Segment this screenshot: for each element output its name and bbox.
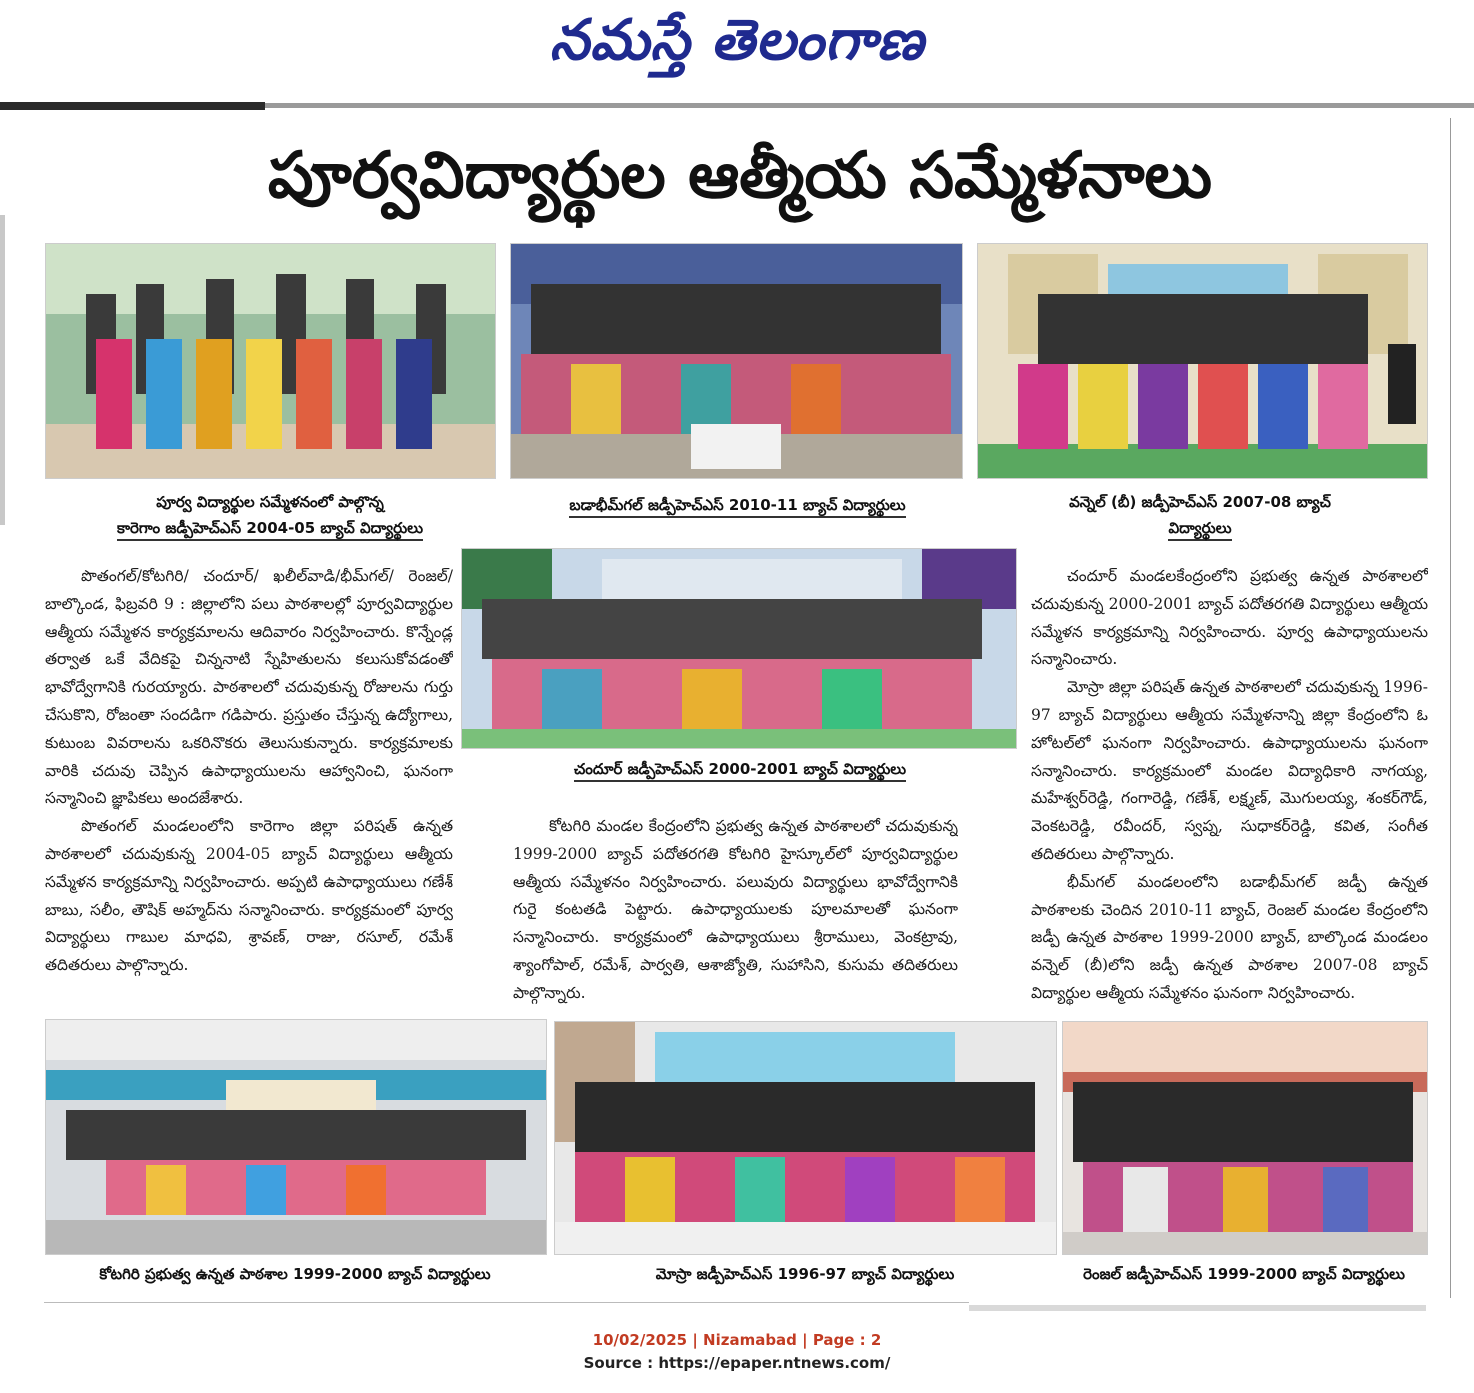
caption-line: బడాభీమ్‌గల్ జడ్పీహెచ్‌ఎస్ 2010-11 బ్యాచ్ విద్యార్థులు	[569, 496, 905, 518]
bottom-rule-shade	[969, 1305, 1426, 1311]
caption-photo-1	[70, 489, 470, 541]
article-right-column	[1031, 563, 1428, 1011]
photo-chandur-batch	[461, 548, 1017, 749]
masthead-rule-dark	[0, 102, 265, 110]
caption-line: చందూర్ జడ్పీహెచ్‌ఎస్ 2000-2001 బ్యాచ్ విద్యార్థులు	[574, 760, 906, 782]
photo-karegam-batch	[45, 243, 496, 479]
photo-renjal-batch	[1062, 1021, 1428, 1255]
caption-line: కోటగిరి ప్రభుత్వ ఉన్నత పాఠశాల 1999-2000 బ్యాచ్ విద్యార్థులు	[99, 1265, 491, 1283]
column-border	[1450, 118, 1451, 1298]
article-left-column	[45, 563, 453, 1011]
caption-photo-6	[560, 1261, 1050, 1287]
adjacent-page-strip	[0, 215, 5, 525]
photo-vannel-batch	[977, 243, 1428, 479]
caption-line: మోస్రా జడ్పీహెచ్‌ఎస్ 1996-97 బ్యాచ్ విద్యార్థులు	[655, 1265, 955, 1283]
article-paragraph: మోస్రా జిల్లా పరిషత్ ఉన్నత పాఠశాలలో చదువుకున్న 1996-97 బ్యాచ్ విద్యార్థులు ఆత్మీయ సమ్మేళనాన్ని జిల్లా కేంద్రంలోని ఓ హోటల్‌లో ఘనంగా నిర్వహించారు. ఉపాధ్యాయులను ఘనంగా సన్మానించారు. కార్యక్రమంలో మండల విద్యాధికారి నాగయ్య, మహేశ్వర్‌రెడ్డి, గంగారెడ్డి, గణేశ్, లక్ష్మణ్, మొగులయ్య, శంకర్‌గౌడ్, వెంకటరెడ్డి, రవీందర్, స్వప్న, సుధాకర్‌రెడ్డి, కవిత, సంగీత తదితరులు పాల్గొన్నారు.	[1031, 678, 1428, 863]
article-paragraph: చందూర్ మండలకేంద్రంలోని ప్రభుత్వ ఉన్నత పాఠశాలలో చదువుకున్న 2000-2001 బ్యాచ్ పదోతరగతి విద్యార్థులు ఆత్మీయ సమ్మేళన కార్యక్రమాన్ని నిర్వహించారు. పూర్వ ఉపాధ్యాయులను సన్మానించారు.	[1031, 567, 1428, 669]
article-paragraph: పొతంగల్/కోటగిరి/ చందూర్/ ఖలీల్‌వాడి/భీమ్‌గల్/ రెంజల్/బాల్కొండ, ఫిబ్రవరి 9 : జిల్లాలోని పలు పాఠశాలల్లో పూర్వవిద్యార్థుల ఆత్మీయ సమ్మేళన కార్యక్రమాలను ఆదివారం నిర్వహించారు. కొన్నేండ్ల తర్వాత ఒకే వేదికపై చిన్ననాటి స్నేహితులను కలుసుకోవడంతో భావోద్వేగానికి గురయ్యారు. పాఠశాలలో చదువుకున్న రోజులను గుర్తు చేసుకొని, రోజంతా సందడిగా గడిపారు. ప్రస్తుతం చేస్తున్న ఉద్యోగాలు, కుటుంబ వివరాలను ఒకరినొకరు తెలుసుకున్నారు. కార్యక్రమాలకు వారికి చదువు చెప్పిన ఉపాధ్యాయులను ఆహ్వానించి, ఘనంగా సన్మానించి జ్ఞాపికలు అందజేశారు.	[45, 567, 453, 808]
caption-line: కారెగాం జడ్పీహెచ్‌ఎస్ 2004-05 బ్యాచ్ విద్యార్థులు	[117, 519, 423, 541]
newspaper-logo: నమస్తే తెలంగాణ	[549, 8, 925, 73]
caption-photo-5	[50, 1261, 540, 1287]
caption-line: వన్నెల్ (బీ) జడ్పీహెచ్‌ఎస్ 2007-08 బ్యాచ్	[1069, 493, 1331, 511]
bottom-rule	[44, 1302, 969, 1303]
photo-badabheemgal-batch	[510, 243, 963, 479]
source-link[interactable]: Source : https://epaper.ntnews.com/	[583, 1354, 891, 1372]
caption-line: పూర్వ విద్యార్థుల సమ్మేళనంలో పాల్గొన్న	[156, 493, 384, 511]
page-footer	[0, 1329, 1474, 1375]
masthead-rule	[265, 103, 1474, 108]
caption-line: విద్యార్థులు	[1168, 519, 1231, 541]
caption-line: రెంజల్ జడ్పీహెచ్‌ఎస్ 1999-2000 బ్యాచ్ విద్యార్థులు	[1083, 1265, 1405, 1283]
photo-mosra-batch	[554, 1021, 1057, 1255]
masthead	[0, 0, 1474, 100]
article-paragraph: భీమ్‌గల్ మండలంలోని బడాభీమ్‌గల్ జడ్పీ ఉన్నత పాఠశాలకు చెందిన 2010-11 బ్యాచ్, రెంజల్ మండల కేంద్రంలోని జడ్పీ ఉన్నత పాఠశాల 1999-2000 బ్యాచ్, బాల్కొండ మండలం వన్నెల్ (బీ)లోని జడ్పీ ఉన్నత పాఠశాల 2007-08 బ్యాచ్ విద్యార్థుల ఆత్మీయ సమ్మేళనం ఘనంగా నిర్వహించారు.	[1031, 872, 1428, 1002]
article-middle-column	[513, 813, 958, 1009]
page-headline: పూర్వవిద్యార్థుల ఆత్మీయ సమ్మేళనాలు	[267, 139, 1213, 213]
edition-date-line: 10/02/2025 | Nizamabad | Page : 2	[592, 1331, 882, 1349]
caption-photo-2	[515, 492, 960, 518]
caption-photo-3	[990, 489, 1410, 541]
article-paragraph: కోటగిరి మండల కేంద్రంలోని ప్రభుత్వ ఉన్నత పాఠశాలలో చదువుకున్న 1999-2000 బ్యాచ్ పదోతరగతి కోటగిరి హైస్కూల్‌లో పూర్వవిద్యార్థుల ఆత్మీయ సమ్మేళనం నిర్వహించారు. పలువురు విద్యార్థులు భావోద్వేగానికి గురై కంటతడి పెట్టారు. ఉపాధ్యాయులకు పూలమాలతో ఘనంగా సన్మానించారు. కార్యక్రమంలో ఉపాధ్యాయులు శ్రీరాములు, వెంకట్రావు, శ్యాంగోపాల్, రమేశ్, పార్వతి, ఆశాజ్యోతి, సుహాసిని, కుసుమ తదితరులు పాల్గొన్నారు.	[513, 817, 958, 1002]
caption-photo-7	[1062, 1261, 1426, 1287]
caption-photo-4	[470, 756, 1010, 782]
photo-kotagiri-batch	[45, 1019, 547, 1255]
article-paragraph: పొతంగల్ మండలంలోని కారెగాం జిల్లా పరిషత్ ఉన్నత పాఠశాలలో చదువుకున్న 2004-05 బ్యాచ్ విద్యార్థులు ఆత్మీయ సమ్మేళన కార్యక్రమాన్ని నిర్వహించారు. అప్పటి ఉపాధ్యాయులు గణేశ్ బాబు, సలీం, తౌషిక్ అహ్మద్‌ను సన్మానించారు. కార్యక్రమంలో పూర్వ విద్యార్థులు గాబుల మాధవి, శ్రావణ్, రాజు, రసూల్, రమేశ్ తదితరులు పాల్గొన్నారు.	[45, 817, 453, 975]
